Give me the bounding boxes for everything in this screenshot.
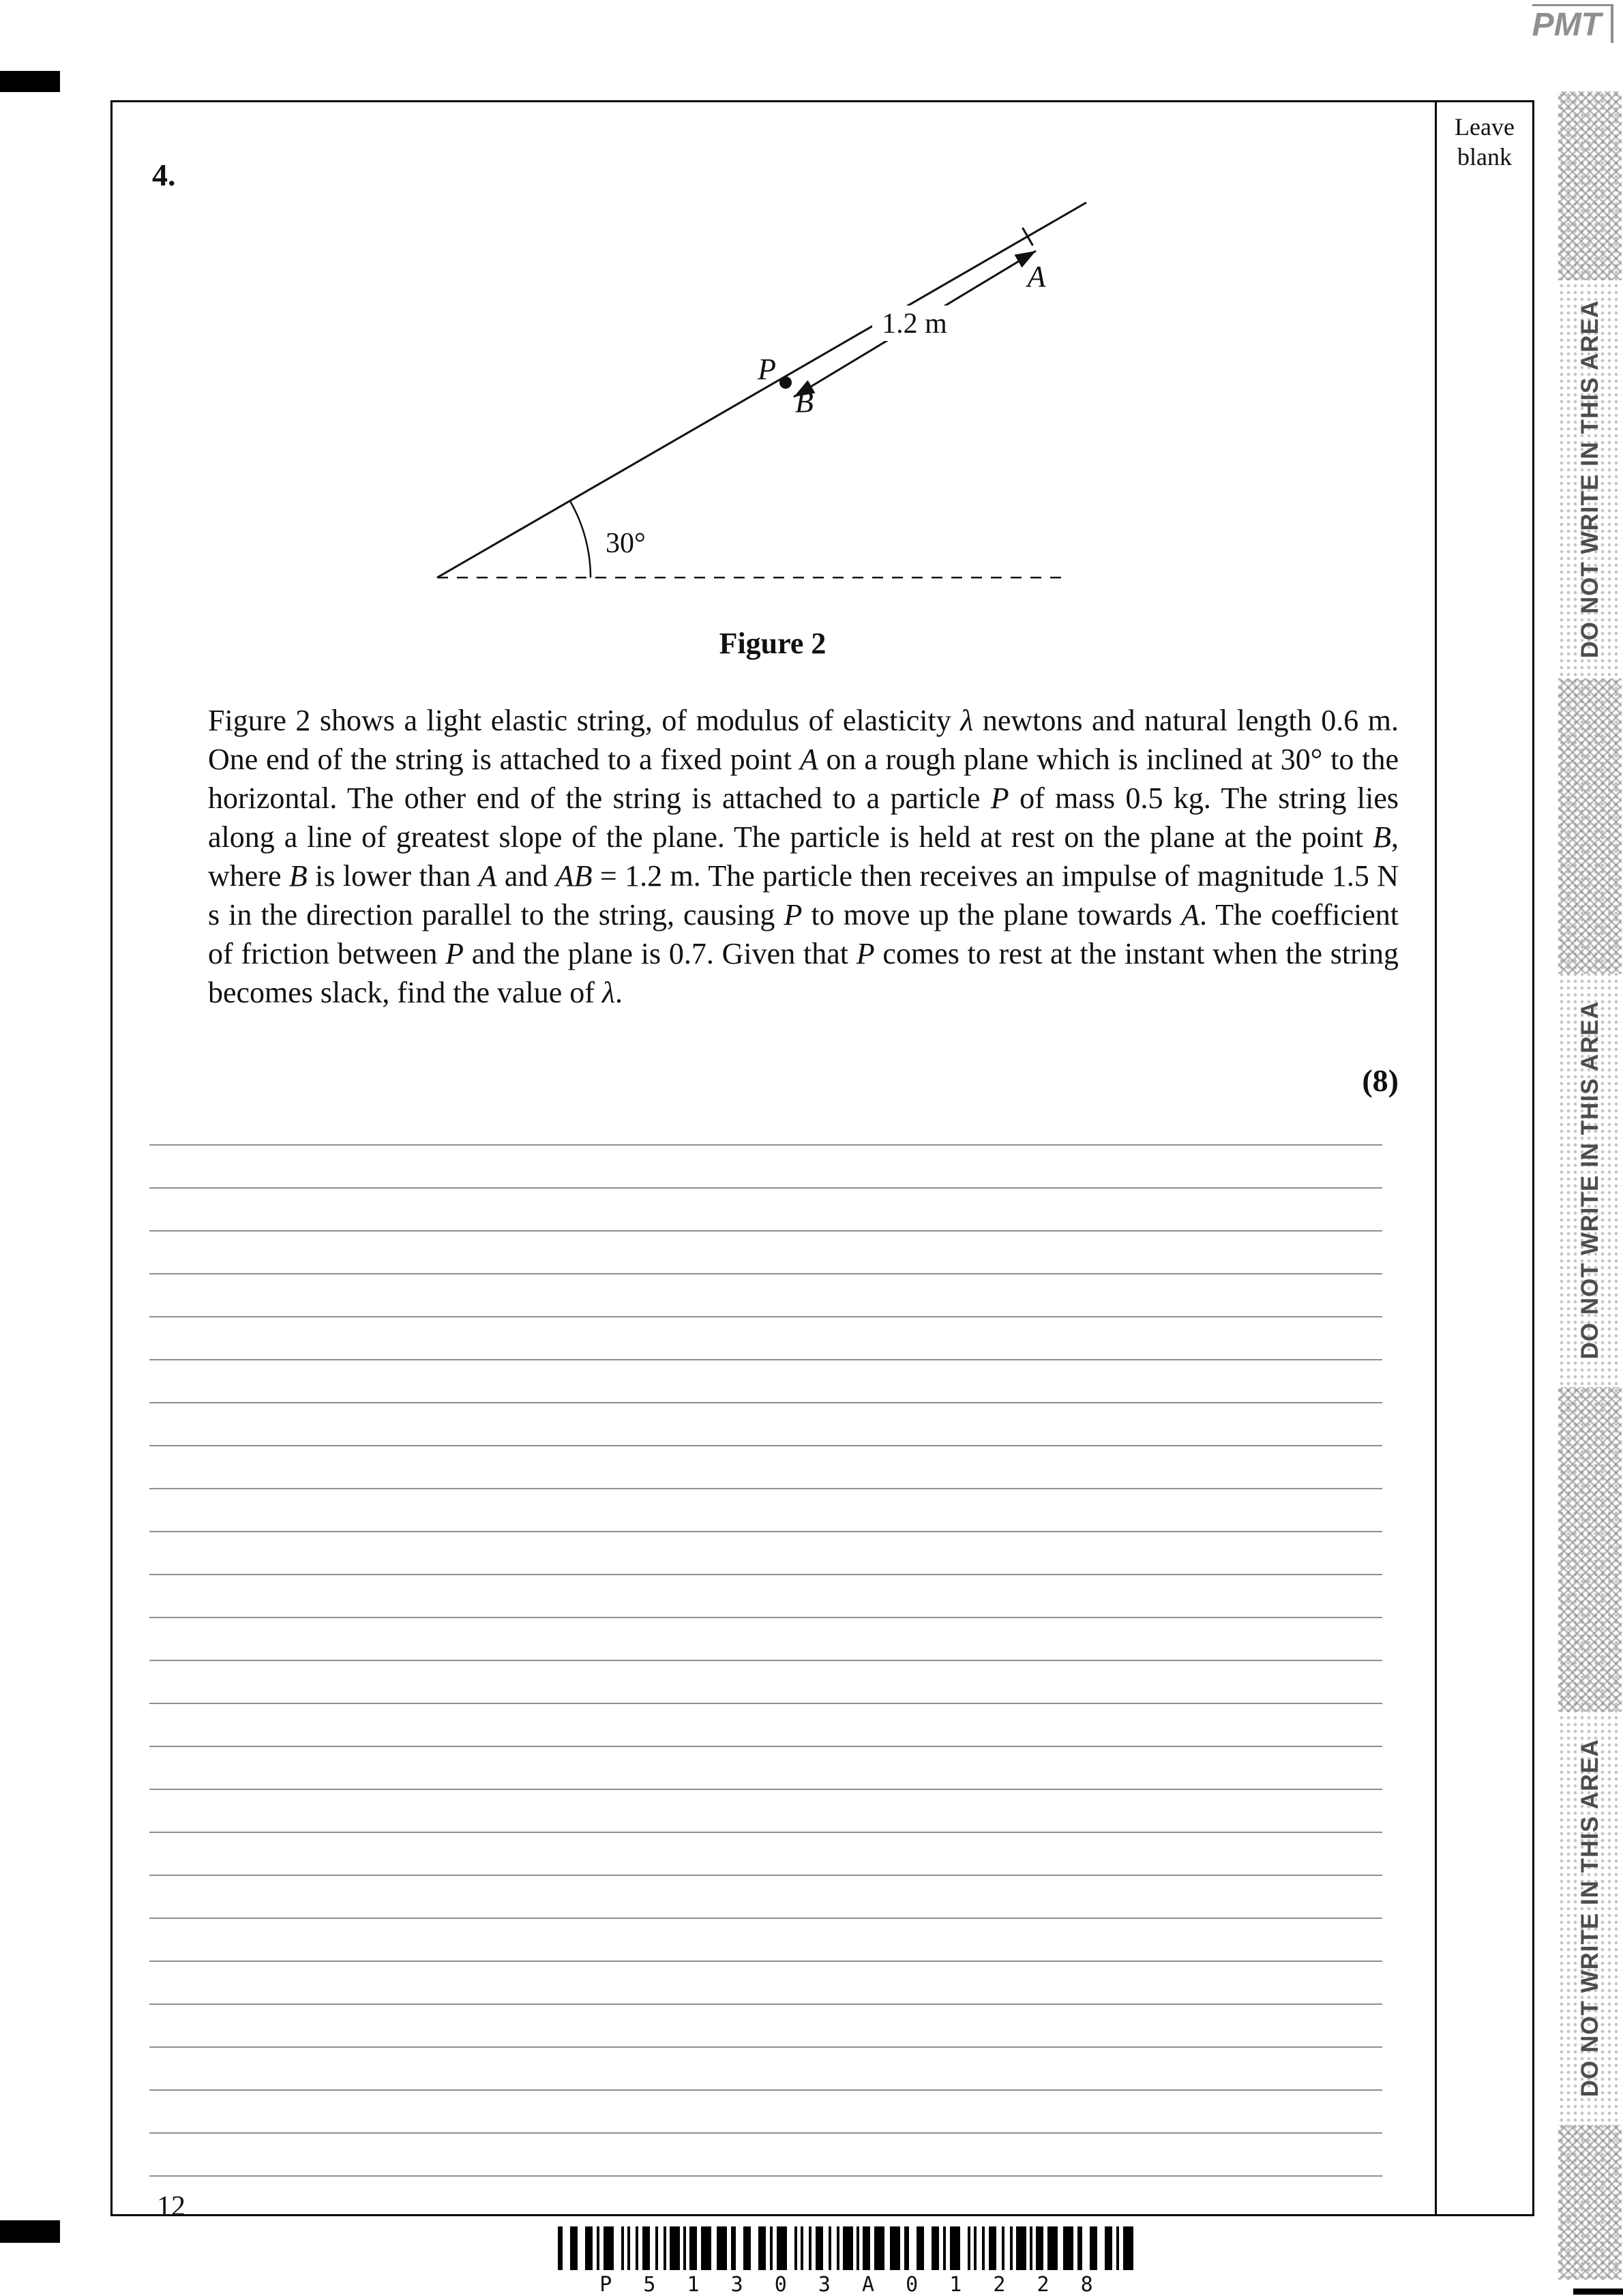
pmt-logo-text: PMT <box>1532 7 1601 43</box>
barcode-bar <box>1047 2226 1058 2270</box>
barcode-bar <box>809 2226 812 2270</box>
barcode-bar <box>932 2226 939 2270</box>
do-not-write-label: DO NOT WRITE IN THIS AREA <box>1576 300 1603 659</box>
barcode-bar <box>770 2226 773 2270</box>
question-body-text: of mass 0.5 kg. The string lies along a line of greatest slope of the plane. The particle is held at rest on the plane at the point <box>208 781 1399 854</box>
angle-arc <box>570 501 591 578</box>
answer-line <box>149 1317 1382 1360</box>
zigzag-filler <box>1558 2125 1622 2280</box>
question-body-symbol: λ <box>960 704 974 737</box>
question-body-symbol: B <box>1373 820 1391 854</box>
question-body-symbol: P <box>784 898 803 931</box>
barcode-bar <box>621 2226 624 2270</box>
do-not-write-label: DO NOT WRITE IN THIS AREA <box>1576 1739 1603 2098</box>
question-body-symbol: P <box>445 937 464 970</box>
zigzag-filler <box>1558 679 1622 974</box>
do-not-write-strip <box>1558 91 1622 2280</box>
question-body-text: is lower than <box>307 859 479 893</box>
zigzag-filler <box>1558 1387 1622 1712</box>
barcode-bar <box>794 2226 797 2270</box>
particle-dot <box>779 376 792 389</box>
question-body-text: to move up the plane towards <box>802 898 1182 931</box>
question-body-text: and the plane is 0.7. Given that <box>464 937 857 970</box>
point-b-label: B <box>795 385 814 419</box>
answer-line <box>149 1274 1382 1317</box>
answer-line <box>149 1532 1382 1575</box>
answer-line <box>149 1661 1382 1704</box>
pmt-logo <box>1532 4 1613 43</box>
barcode-bar <box>1077 2226 1082 2270</box>
answer-line <box>149 1833 1382 1876</box>
question-body-symbol: λ <box>601 976 615 1009</box>
incline-line <box>437 203 1086 578</box>
barcode-bar <box>743 2226 751 2270</box>
question-body-symbol: P <box>990 781 1009 815</box>
barcode-bar <box>642 2226 650 2270</box>
barcode-bar <box>890 2226 900 2270</box>
barcode-bar <box>570 2226 578 2270</box>
question-body-text: and <box>496 859 556 893</box>
question-body <box>208 701 1399 1012</box>
barcode-bar <box>670 2226 680 2270</box>
answer-line <box>149 2005 1382 2048</box>
barcode-bar <box>1010 2226 1013 2270</box>
barcode-bar <box>604 2226 614 2270</box>
do-not-write-text <box>1558 974 1622 1387</box>
answer-line <box>149 1876 1382 1919</box>
question-body-text: newtons and natural length 0.6 m. One end of the string is attached to a fixed point <box>208 704 1399 776</box>
barcode-bar <box>655 2226 658 2270</box>
barcode-bar <box>843 2226 853 2270</box>
barcode-bar <box>1016 2226 1026 2270</box>
barcode-bar <box>636 2226 638 2270</box>
barcode-bar <box>982 2226 985 2270</box>
barcode-bar <box>717 2226 727 2270</box>
marks-label: (8) <box>1362 1063 1399 1098</box>
question-body-text: . The coefficient of friction between <box>208 898 1399 970</box>
barcode-bar <box>585 2226 593 2270</box>
answer-line <box>149 1232 1382 1274</box>
answer-lines <box>149 1103 1382 2177</box>
do-not-write-text <box>1558 280 1622 679</box>
barcode-bar <box>777 2226 787 2270</box>
barcode-bar <box>863 2226 870 2270</box>
barcode-bar <box>758 2226 766 2270</box>
barcode-bar <box>989 2226 996 2270</box>
question-body-text: Figure 2 shows a light elastic string, of modulus of elasticity <box>208 704 961 737</box>
question-body-symbol: AB <box>555 859 593 893</box>
question-body-symbol: P <box>856 937 875 970</box>
barcode-bar <box>558 2226 563 2270</box>
barcode-bar <box>1030 2226 1032 2270</box>
answer-line <box>149 1403 1382 1446</box>
barcode-bar <box>816 2226 823 2270</box>
answer-line <box>149 1575 1382 1618</box>
barcode-bar <box>664 2226 666 2270</box>
question-number: 4. <box>152 158 176 192</box>
answer-line <box>149 1103 1382 1146</box>
barcode-bar <box>974 2226 977 2270</box>
answer-line <box>149 1704 1382 1747</box>
barcode-bar <box>1116 2226 1119 2270</box>
zigzag-filler <box>1558 91 1622 280</box>
answer-line <box>149 1360 1382 1403</box>
answer-line <box>149 1790 1382 1833</box>
barcode-bar <box>829 2226 831 2270</box>
barcode-bar <box>1123 2226 1133 2270</box>
figure-caption: Figure 2 <box>719 627 827 660</box>
page-number: 12 <box>157 2191 185 2222</box>
question-body-text: on a rough plane which is inclined at 30° to the horizontal. The other end of the string is attached to a particle <box>208 743 1399 815</box>
point-a-label: A <box>1027 260 1046 293</box>
binding-mark-bottom <box>0 2220 60 2243</box>
answer-line <box>149 1146 1382 1189</box>
answer-line <box>149 1446 1382 1489</box>
do-not-write-text <box>1558 1712 1622 2125</box>
barcode-bar <box>968 2226 970 2270</box>
answer-line <box>149 1919 1382 1962</box>
barcode-bar <box>874 2226 884 2270</box>
barcode-bar <box>683 2226 686 2270</box>
point-p-label: P <box>758 353 776 386</box>
answer-line <box>149 1189 1382 1232</box>
answer-line <box>149 2134 1382 2177</box>
barcode-bar <box>1090 2226 1097 2270</box>
question-body-text: = 1.2 m. The particle then receives an impulse of magnitude 1.5 N s in the direction parallel to the string, causing <box>208 859 1399 931</box>
answer-line <box>149 2048 1382 2091</box>
angle-label: 30° <box>606 528 646 559</box>
leave-blank-label: Leave blank <box>1455 113 1515 170</box>
question-box <box>110 100 1534 2216</box>
answer-line <box>149 1747 1382 1790</box>
question-body-text: . <box>614 976 623 1009</box>
barcode <box>558 2226 1144 2296</box>
barcode-bars <box>558 2226 1144 2270</box>
point-a-tick <box>1023 228 1033 245</box>
question-body-text: , where <box>208 820 1399 893</box>
barcode-bar <box>904 2226 909 2270</box>
figure-diagram <box>411 196 1134 619</box>
barcode-bar <box>801 2226 803 2270</box>
barcode-bar <box>1063 2226 1073 2270</box>
barcode-bar <box>689 2226 697 2270</box>
barcode-bar <box>731 2226 736 2270</box>
question-body-text: comes to rest at the instant when the string becomes slack, find the value of <box>208 937 1399 1009</box>
barcode-bar <box>950 2226 960 2270</box>
barcode-bar <box>627 2226 630 2270</box>
barcode-bar <box>1002 2226 1004 2270</box>
barcode-bar <box>857 2226 859 2270</box>
barcode-bar <box>917 2226 924 2270</box>
question-body-symbol: B <box>288 859 308 893</box>
length-label: 1.2 m <box>882 308 947 340</box>
question-body-symbol: A <box>478 859 497 893</box>
leave-blank-divider <box>1435 102 1437 2214</box>
barcode-bar <box>943 2226 946 2270</box>
corner-mark-bottom-right <box>1573 2288 1623 2295</box>
binding-mark-top <box>0 71 60 92</box>
answer-line <box>149 1489 1382 1532</box>
barcode-bar <box>701 2226 711 2270</box>
answer-line <box>149 2091 1382 2134</box>
question-body-symbol: A <box>1181 898 1200 931</box>
barcode-text: P 5 1 3 0 3 A 0 1 2 2 8 <box>599 2273 1103 2296</box>
question-body-symbol: A <box>799 743 818 776</box>
answer-line <box>149 1618 1382 1661</box>
barcode-bar <box>1036 2226 1043 2270</box>
answer-line <box>149 1962 1382 2005</box>
barcode-bar <box>1105 2226 1112 2270</box>
barcode-bar <box>597 2226 599 2270</box>
do-not-write-label: DO NOT WRITE IN THIS AREA <box>1576 1001 1603 1360</box>
barcode-bar <box>837 2226 839 2270</box>
